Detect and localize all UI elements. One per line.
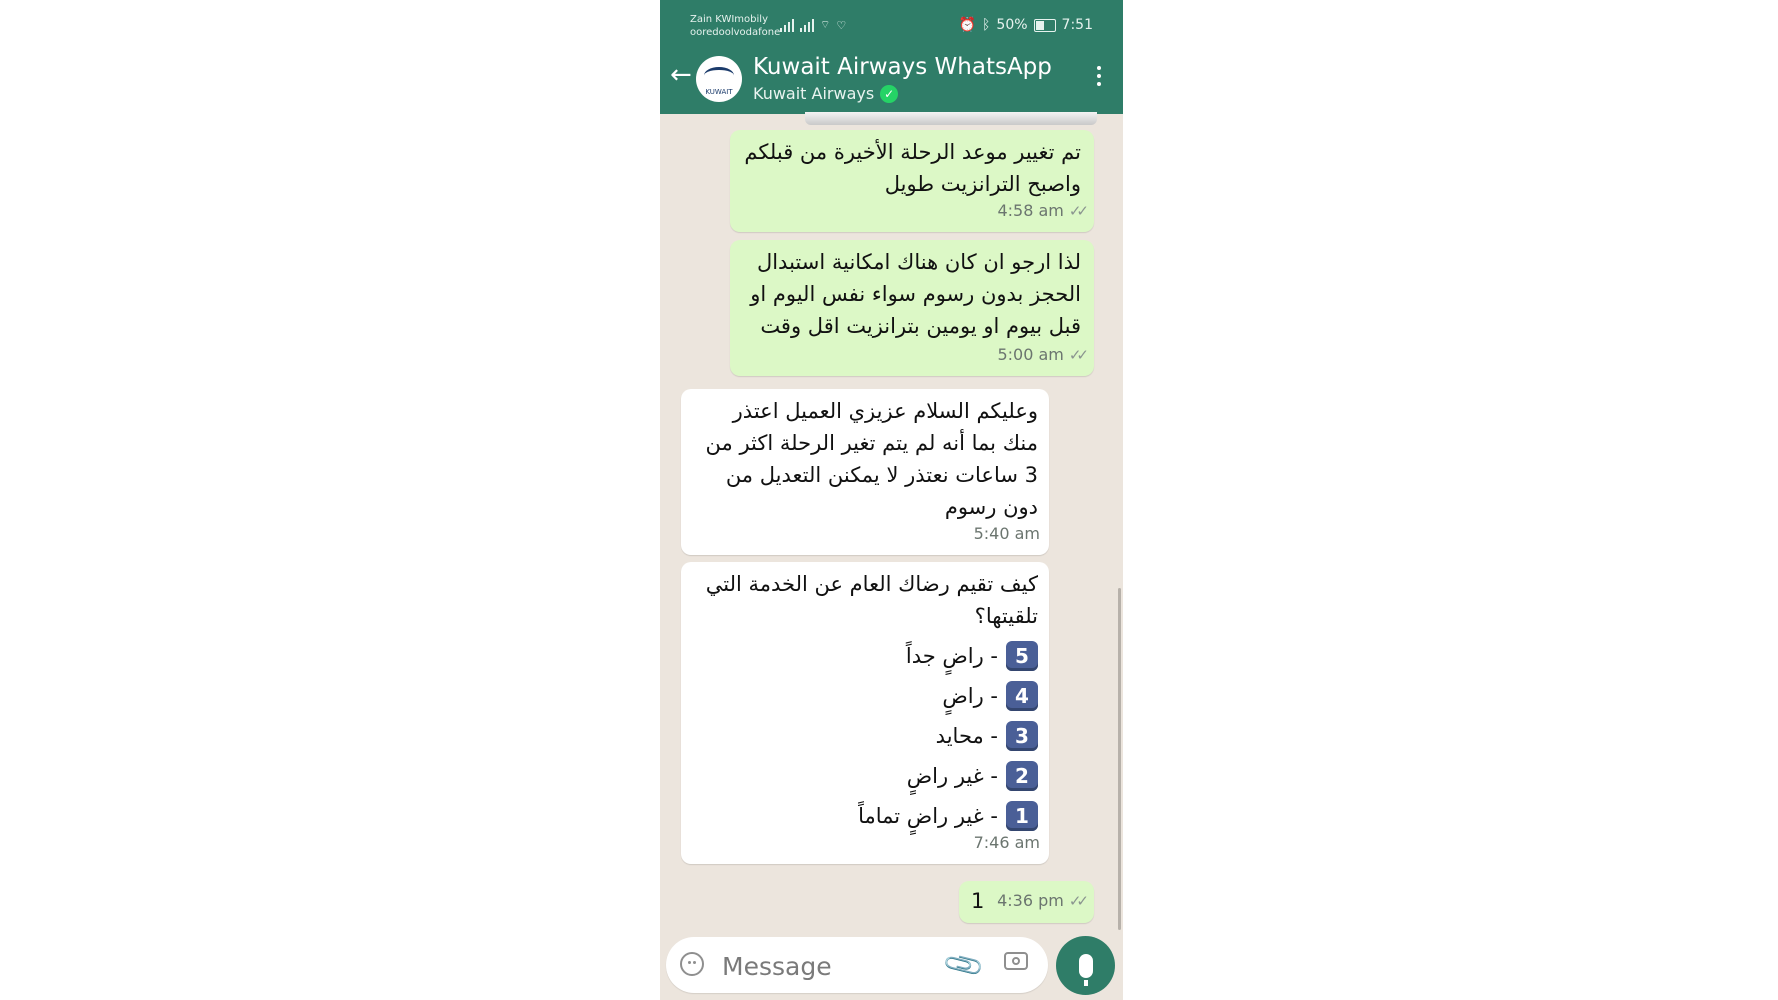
previous-image-message[interactable] <box>805 112 1097 125</box>
carrier-name-1: Zain KWImobily <box>690 14 768 25</box>
more-options-icon[interactable] <box>1097 66 1101 86</box>
signal-icons <box>780 18 846 32</box>
message-meta <box>997 195 1084 227</box>
message-time: 5:40 am <box>973 524 1040 543</box>
microphone-button[interactable] <box>1056 936 1115 995</box>
message-text: تم تغيير موعد الرحلة الأخيرة من قبلكم واصبح الترانزيت طويل <box>744 140 1081 196</box>
read-receipt-icon: ✓✓ <box>1068 202 1084 220</box>
message-meta <box>974 518 1040 550</box>
chat-subtitle[interactable] <box>753 84 898 103</box>
message-time: 4:36 pm <box>997 891 1064 910</box>
bluetooth-icon: ᛒ <box>982 17 991 33</box>
outgoing-message[interactable] <box>730 240 1094 376</box>
heart-icon: ♡ <box>836 19 847 32</box>
battery-percent: 50% <box>996 17 1028 33</box>
message-meta <box>974 827 1040 859</box>
chat-title[interactable]: Kuwait Airways WhatsApp <box>753 54 1052 80</box>
message-meta <box>997 885 1084 917</box>
wifi-icon: ⌔ <box>820 18 831 31</box>
microphone-icon <box>1079 954 1093 978</box>
rating-number: 5 <box>1006 641 1038 671</box>
rating-number: 1 <box>1006 801 1038 831</box>
camera-icon[interactable] <box>1004 952 1028 970</box>
rating-label: - غير راضٍ <box>906 764 998 788</box>
back-arrow-icon[interactable]: ← <box>670 60 692 90</box>
message-input[interactable] <box>720 947 924 985</box>
airline-logo-icon <box>704 67 734 84</box>
chat-header <box>660 0 1123 114</box>
rating-label: - غير راضٍ تماماً <box>858 804 998 828</box>
read-receipt-icon: ✓✓ <box>1068 346 1084 364</box>
chat-scrollbar[interactable] <box>1118 588 1121 930</box>
rating-label: - راضٍ <box>942 684 998 708</box>
chat-subtitle-text: Kuwait Airways <box>753 84 875 103</box>
rating-number: 3 <box>1006 721 1038 751</box>
rating-number: 2 <box>1006 761 1038 791</box>
message-time: 5:00 am <box>997 345 1064 364</box>
whatsapp-screen <box>660 0 1123 1000</box>
outgoing-message[interactable] <box>959 881 1094 923</box>
avatar-text: KUWAIT <box>705 88 733 96</box>
rating-label: - محايد <box>935 724 998 748</box>
avatar[interactable] <box>696 56 742 102</box>
message-meta <box>997 339 1084 371</box>
signal-icon <box>780 20 794 32</box>
rating-option <box>699 716 1038 756</box>
message-text: 1 <box>971 889 985 913</box>
emoji-icon[interactable] <box>680 952 704 976</box>
incoming-survey-message[interactable] <box>681 562 1049 864</box>
outgoing-message[interactable] <box>730 130 1094 232</box>
rating-label: - راضٍ جداً <box>905 644 998 668</box>
message-time: 7:46 am <box>973 833 1040 852</box>
rating-option <box>699 756 1038 796</box>
incoming-message[interactable] <box>681 389 1049 555</box>
alarm-icon: ⏰ <box>958 17 977 33</box>
status-right <box>959 17 1093 33</box>
status-bar <box>660 0 1123 48</box>
message-text: كيف تقيم رضاك العام عن الخدمة التي تلقيتها؟ <box>705 572 1038 628</box>
carrier-name-2: ooredoolvodafone <box>690 27 781 38</box>
message-time: 4:58 am <box>997 201 1064 220</box>
message-composer <box>666 937 1048 993</box>
battery-icon <box>1034 19 1056 32</box>
message-text: وعليكم السلام عزيزي العميل اعتذر منك بما أنه لم يتم تغير الرحلة اكثر من 3 ساعات نعتذر لا يمكنن التعديل من دون رسوم <box>705 399 1038 519</box>
signal-icon <box>800 20 814 32</box>
rating-option <box>699 676 1038 716</box>
rating-option <box>699 636 1038 676</box>
read-receipt-icon: ✓✓ <box>1068 892 1084 910</box>
rating-number: 4 <box>1006 681 1038 711</box>
verified-check-icon: ✓ <box>880 85 898 103</box>
attach-icon[interactable]: 📎 <box>941 943 987 988</box>
carrier-names <box>690 13 780 39</box>
message-text: لذا ارجو ان كان هناك امكانية استبدال الحجز بدون رسوم سواء نفس اليوم او قبل بيوم او يومين بترانزيت اقل وقت <box>750 250 1081 338</box>
status-time: 7:51 <box>1061 17 1093 33</box>
